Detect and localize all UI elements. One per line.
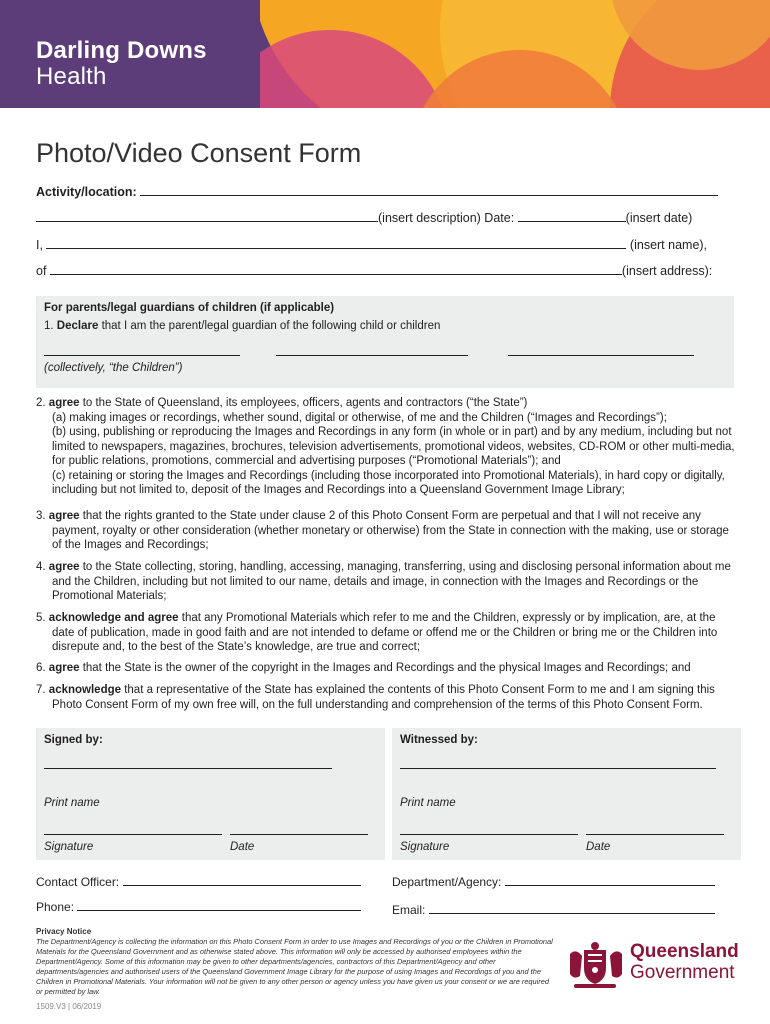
clause-3-text: that the rights granted to the State under clause 2 of this Photo Consent Form are perpetual and that I will not receive any payment, royalty or other consideration (whether monetary or otherwise) from the State in connection with the making, use or storage of the Images and Recordings; [52,510,729,551]
clause-7-body [36,683,736,712]
clause-3 [36,509,736,553]
declare-number: 1. [44,320,54,332]
clause-2-number: 2. [36,397,46,409]
clause-6 [36,661,736,676]
clause-5-number: 5. [36,612,46,624]
clause-3-number: 3. [36,510,46,522]
clause-2 [36,396,736,498]
clause-2a: (a) making images or recordings, whether sound, digital or otherwise, of me and the Children (“Images and Recordings”); [52,411,667,424]
clause-6-bold: agree [48,662,80,674]
child-name-field-2[interactable] [276,355,468,356]
qld-government-logo [566,940,738,992]
signer-signature-label: Signature [44,841,94,853]
activity-field[interactable] [140,183,718,196]
signed-by-heading: Signed by: [44,734,103,746]
clause-5-bold: acknowledge and agree [48,612,179,624]
email-row [392,903,715,917]
insert-address-label: (insert address): [621,264,713,278]
clause-4-number: 4. [36,561,46,573]
clause-7-number: 7. [36,684,46,696]
privacy-notice [36,927,556,997]
witnessed-by-heading: Witnessed by: [400,734,478,746]
clause-2-bold: agree [48,397,80,409]
clause-2-text: to the State of Queensland, its employees, officers, agents and contractors (“the State”) [82,397,528,409]
signer-date-field[interactable] [230,834,368,835]
header-banner [0,0,770,108]
clause-7 [36,683,736,712]
phone-field[interactable] [77,900,361,911]
email-label: Email: [392,903,426,917]
signer-print-name-label: Print name [44,797,100,809]
child-name-field-3[interactable] [508,355,694,356]
clause-2-intro [36,396,736,411]
description-row [36,209,726,227]
declare-text: that I am the parent/legal guardian of the following child or children [101,320,441,332]
department-field[interactable] [505,875,715,886]
department-label: Department/Agency: [392,875,502,889]
witness-print-name-label: Print name [400,797,456,809]
witnessed-by-section [392,728,741,860]
witness-signature-field[interactable] [400,834,578,835]
date-field[interactable] [518,209,626,222]
clause-4-bold: agree [48,561,80,573]
guardian-heading: For parents/legal guardians of children (if applicable) [44,302,335,314]
clause-3-bold: agree [48,510,80,522]
witness-signature-label: Signature [400,841,450,853]
of-label: of [36,264,47,278]
i-label: I, [36,238,43,252]
declare-bold: Declare [56,320,99,332]
collectively-label: (collectively, “the Children”) [44,362,183,374]
contact-officer-label: Contact Officer: [36,875,120,889]
contact-officer-field[interactable] [123,875,361,886]
clause-6-body [36,661,736,676]
contact-officer-row [36,875,361,889]
brand-line2: Health [36,63,107,90]
signed-by-section [36,728,385,860]
activity-label: Activity/location: [36,185,137,199]
child-name-field-1[interactable] [44,355,240,356]
privacy-heading: Privacy Notice [36,927,92,936]
witness-date-field[interactable] [586,834,724,835]
clause-5 [36,611,736,655]
qld-logo-line1: Queensland [630,941,739,962]
clause-6-number: 6. [36,662,46,674]
department-row [392,875,715,889]
email-field[interactable] [429,903,715,914]
form-code: 1509.V3 | 06/2019 [36,1002,102,1011]
declare-line [44,320,440,332]
clause-2b: (b) using, publishing or reproducing the Images and Recordings in any form (in whole or in part) and by any medium, including but not limited to newspapers, magazines, brochures, television advertisements, promotional videos, websites, CD-ROM or other multi-media, for public relations, promotions, commercial and advertising purposes (“Promotional Materials”); and [52,426,735,467]
activity-row [36,183,726,201]
address-row [36,262,726,280]
clause-4 [36,560,736,604]
description-field[interactable] [36,209,378,222]
brand-line1: Darling Downs [36,37,207,64]
signer-signature-field[interactable] [44,834,222,835]
name-row [36,236,726,254]
privacy-text: The Department/Agency is collecting the information on this Photo Consent Form in order to use Images and Recordings of you or the Children in Promotional Materials for the Queensland Government and as otherwise stated above. This information will only be accessed by authorised employees within the Department/Agency. Some of this information may be given to other departments/agencies, contractors of this Department/Agency and other departments/agencies and authorised users of the Queensland Government Image Library for the purpose of using Images and Recordings of you and the Children in Promotional Materials. Your information will not be given to any other person or agency unless you have given us your consent or we are required or permitted by law. [36,937,553,996]
clause-7-bold: acknowledge [48,684,122,696]
qld-crest-icon [566,940,626,992]
clause-4-body [36,560,736,604]
insert-date-label: (insert date) [625,211,693,225]
guardian-section [36,296,734,388]
phone-label: Phone: [36,900,75,914]
witness-print-name-field[interactable] [400,768,716,769]
clause-5-text: that any Promotional Materials which refer to me and the Children, expressly or by implication, are, at the date of publication, made in good faith and are not intended to defame or offend me or the Children or bring me or the Children into disrepute and, to the best of the State’s knowledge, are true and correct; [52,612,718,653]
signer-print-name-field[interactable] [44,768,332,769]
clause-4-text: to the State collecting, storing, handling, accessing, managing, transferring, using and disclosing personal information about me and the Children, including but not limited to our name, details and image, in connection with the Images and Recordings or the Promotional Materials; [52,561,731,602]
clause-7-text: that a representative of the State has explained the contents of this Photo Consent Form to me and I am signing this Photo Consent Form of my own free will, on the full understanding and comprehension of the terms of this Photo Consent Form. [52,684,715,711]
phone-row [36,900,361,914]
address-field[interactable] [50,262,622,275]
qld-logo-line2: Government [630,962,735,983]
brand-logo [36,38,207,90]
witness-date-label: Date [586,841,611,853]
signer-date-label: Date [230,841,255,853]
insert-name-label: (insert name), [629,238,708,252]
clause-2c: (c) retaining or storing the Images and Recordings (including those incorporated into Promotional Materials), in hard copy or digitally, including but not limited to, deposit of the Images and Recordings into a Queensland Government Image Library; [52,469,725,496]
clause-6-text: that the State is the owner of the copyright in the Images and Recordings and the physical Images and Recordings; and [82,662,691,674]
name-field[interactable] [46,236,626,249]
page-title: Photo/Video Consent Form [36,138,362,168]
clause-5-body [36,611,736,655]
clause-3-body [36,509,736,553]
insert-description-label: (insert description) Date: [378,211,515,225]
